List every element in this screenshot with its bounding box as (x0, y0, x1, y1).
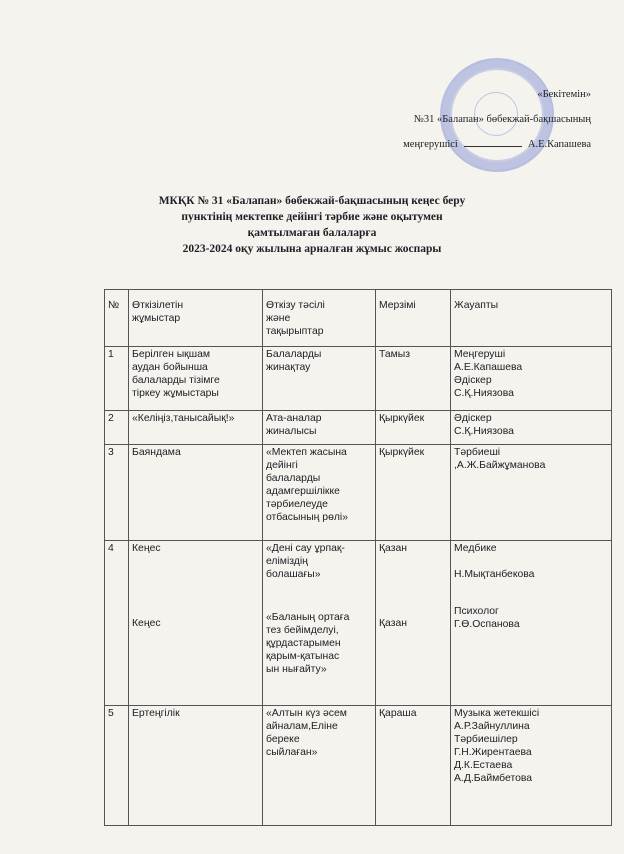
cell-line: жиналысы (266, 426, 317, 437)
approval-block (331, 88, 591, 163)
cell-line: Психолог (454, 606, 499, 617)
cell-line: отбасының рөлі» (266, 512, 349, 523)
cell-responsible (451, 411, 612, 445)
cell-line: «Баланың ортаға (266, 612, 350, 623)
table-row (105, 445, 612, 541)
cell-line: Кеңес (132, 543, 161, 554)
cell-line: ын нығайту» (266, 664, 327, 675)
cell-method (263, 347, 376, 411)
cell-line: балаларды (266, 473, 321, 484)
header-work-line: жұмыстар (132, 313, 181, 324)
header-work-line: Өткізілетін (132, 300, 184, 311)
cell-line: еліміздің (266, 556, 308, 567)
approval-line-1: «Бекітемін» (537, 89, 591, 100)
title-line-3: қамтылмаған балаларға (247, 227, 377, 239)
cell-line: тіркеу жұмыстары (132, 388, 219, 399)
cell-line: «Алтын күз әсем (266, 708, 347, 719)
cell-date: Қараша (376, 706, 451, 826)
cell-num: 2 (105, 411, 129, 445)
cell-num: 5 (105, 706, 129, 826)
table-row (105, 541, 612, 706)
header-responsible: Жауапты (451, 290, 612, 347)
cell-line: Г.Н.Жирентаева (454, 747, 532, 758)
cell-line: А.Р.Зайнуллина (454, 721, 530, 732)
cell-line: сыйлаған» (266, 747, 318, 758)
cell-line: Ата-аналар (266, 413, 322, 424)
title-line-1: МКҚК № 31 «Балапан» бөбекжай-бақшасының кеңес беру (158, 195, 466, 207)
cell-date (376, 541, 451, 706)
cell-line: Балаларды (266, 349, 322, 360)
cell-line: дейінгі (266, 460, 298, 471)
table-row (105, 411, 612, 445)
approval-line-2: №31 «Балапан» бөбекжай-бақшасының (413, 114, 591, 125)
cell-line: Қазан (379, 543, 407, 554)
cell-line: қарым-қатынас (266, 651, 340, 662)
approval-role: меңгерушісі (403, 139, 458, 150)
header-method-line: және (266, 313, 291, 324)
approval-line-3 (331, 138, 591, 151)
cell-line: береке (266, 734, 300, 745)
cell-num: 3 (105, 445, 129, 541)
cell-line: айналам,Еліне (266, 721, 338, 732)
cell-date: Тамыз (376, 347, 451, 411)
cell-line (454, 555, 608, 568)
cell-responsible (451, 445, 612, 541)
cell-date: Қыркүйек (376, 411, 451, 445)
signature-line (464, 146, 522, 147)
cell-line: Н.Мықтанбекова (454, 569, 535, 580)
header-method (263, 290, 376, 347)
document-title (0, 193, 624, 257)
title-line-4: 2023-2024 оқу жылына арналған жұмыс жоспары (182, 243, 442, 255)
cell-line: тәрбиелеуде (266, 499, 328, 510)
cell-line: Әдіскер (454, 375, 492, 386)
cell-work (129, 541, 263, 706)
cell-method (263, 445, 376, 541)
cell-work (129, 347, 263, 411)
table-row (105, 706, 612, 826)
cell-line: адамгершілікке (266, 486, 340, 497)
cell-line: ,А.Ж.Байжұманова (454, 460, 546, 471)
approval-name: А.Е.Капашева (527, 139, 591, 150)
cell-line: «Мектеп жасына (266, 447, 347, 458)
cell-line: Музыка жетекшісі (454, 708, 540, 719)
header-num: № (105, 290, 129, 347)
cell-line: Тәрбиешілер (454, 734, 518, 745)
header-date: Мерзімі (376, 290, 451, 347)
work-plan-table (104, 289, 612, 826)
cell-line: болашағы» (266, 569, 321, 580)
cell-method (263, 411, 376, 445)
cell-line: Тәрбиеші (454, 447, 501, 458)
cell-line: «Дені сау ұрпақ- (266, 543, 345, 554)
cell-line: А.Д.Баймбетова (454, 773, 533, 784)
cell-line: С.Қ.Ниязова (454, 388, 514, 399)
header-method-line: Өткізу тәсілі (266, 300, 325, 311)
cell-line: аудан бойынша (132, 362, 208, 373)
table-row (105, 347, 612, 411)
cell-method (263, 706, 376, 826)
cell-num: 1 (105, 347, 129, 411)
cell-line: Кеңес (132, 618, 161, 629)
cell-line: балаларды тізімге (132, 375, 220, 386)
cell-line: Д.К.Естаева (454, 760, 513, 771)
cell-line: Қазан (379, 618, 407, 629)
cell-line: жинақтау (266, 362, 311, 373)
cell-line: А.Е.Капашева (454, 362, 523, 373)
cell-date: Қыркүйек (376, 445, 451, 541)
cell-line: С.Қ.Ниязова (454, 426, 514, 437)
cell-line: Әдіскер (454, 413, 492, 424)
cell-method (263, 541, 376, 706)
cell-work: Ертеңгілік (129, 706, 263, 826)
cell-responsible (451, 541, 612, 706)
cell-work: «Келіңіз,танысайық!» (129, 411, 263, 445)
cell-line: Берілген ықшам (132, 349, 210, 360)
cell-num: 4 (105, 541, 129, 706)
header-work (129, 290, 263, 347)
cell-line: Г.Ө.Оспанова (454, 619, 520, 630)
cell-line: құрдастарымен (266, 638, 341, 649)
header-method-line: тақырыптар (266, 326, 324, 337)
cell-responsible (451, 347, 612, 411)
cell-line: Меңгеруші (454, 349, 506, 360)
table-header-row (105, 290, 612, 347)
cell-line: Медбике (454, 543, 497, 554)
cell-responsible (451, 706, 612, 826)
cell-work: Баяндама (129, 445, 263, 541)
cell-line: тез бейімделуі, (266, 625, 339, 636)
title-line-2: пунктінің мектепке дейінгі тәрбие және оқытумен (181, 211, 443, 223)
